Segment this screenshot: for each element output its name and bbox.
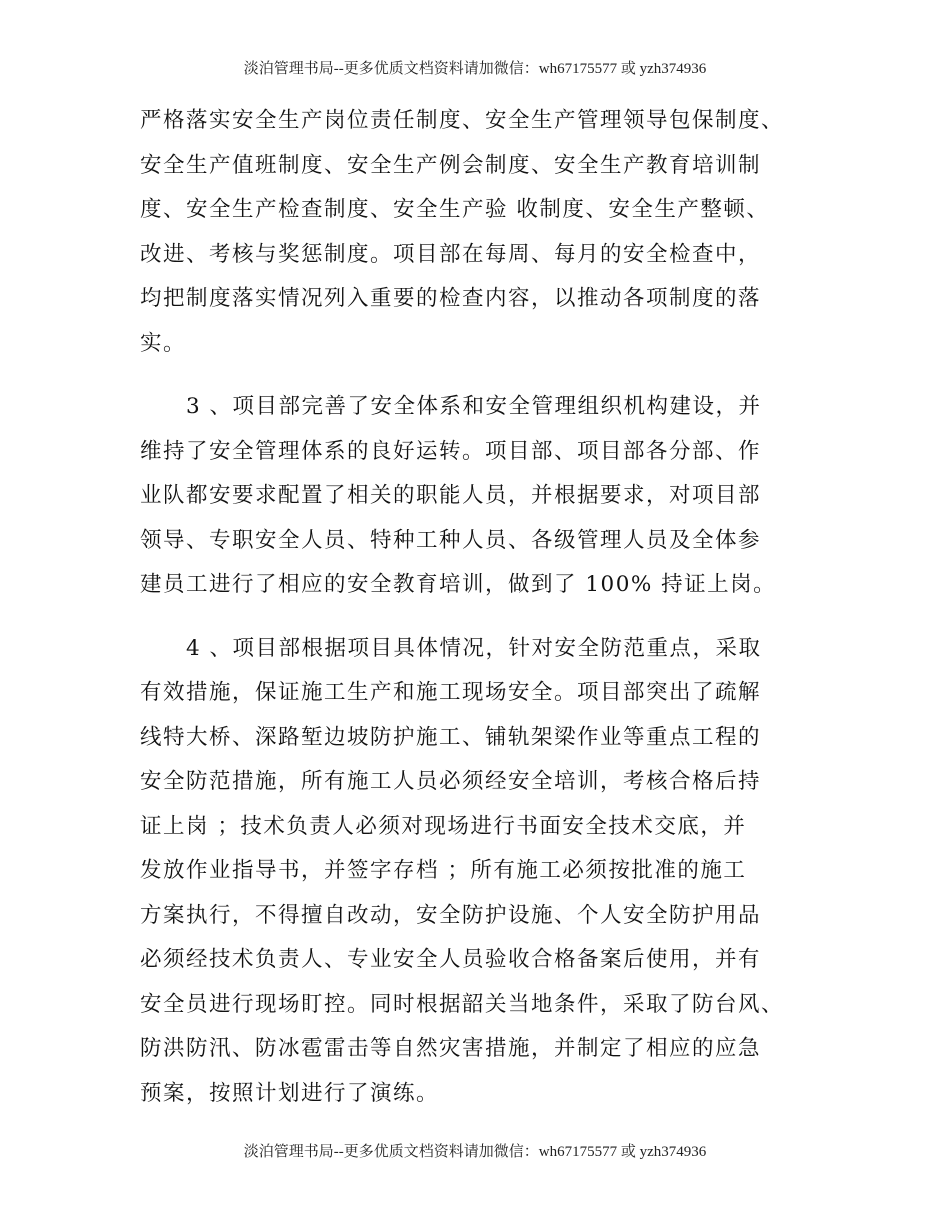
paragraph-line: 维持了安全管理体系的良好运转。项目部、项目部各分部、作 bbox=[140, 438, 762, 464]
paragraph-line: 业队都安要求配置了相关的职能人员，并根据要求，对项目部 bbox=[140, 483, 762, 508]
paragraph-3 bbox=[140, 627, 830, 1117]
paragraph-line: 安全生产值班制度、安全生产例会制度、安全生产教育培训制 bbox=[140, 152, 762, 178]
paragraph-line: 建员工进行了相应的安全教育培训，做到了 100% 持证上岗。 bbox=[140, 572, 777, 597]
paragraph-line: 4 、项目部根据项目具体情况，针对安全防范重点，采取 bbox=[186, 635, 762, 661]
paragraph-line: 防洪防汛、防冰雹雷击等自然灾害措施，并制定了相应的应急 bbox=[140, 1036, 762, 1061]
paragraph-line: 证上岗 ；技术负责人必须对现场进行书面安全技术交底，并 bbox=[140, 813, 747, 839]
paragraph-line: 预案，按照计划进行了演练。 bbox=[140, 1080, 440, 1106]
paragraph-line: 有效措施，保证施工生产和施工现场安全。项目部突出了疏解 bbox=[140, 680, 762, 705]
paragraph-line: 方案执行，不得擅自改动，安全防护设施、个人安全防护用品 bbox=[140, 902, 762, 928]
paragraph-line: 必须经技术负责人、专业安全人员验收合格备案后使用，并有 bbox=[140, 947, 762, 972]
paragraph-1 bbox=[140, 99, 830, 366]
paragraph-line: 安全防范措施，所有施工人员必须经安全培训，考核合格后持 bbox=[140, 769, 762, 794]
paragraph-line: 领导、专职安全人员、特种工种人员、各级管理人员及全体参 bbox=[140, 527, 762, 553]
paragraph-line: 发放作业指导书，并签字存档 ；所有施工必须按批准的施工 bbox=[140, 858, 747, 883]
paragraph-line: 均把制度落实情况列入重要的检查内容，以推动各项制度的落 bbox=[140, 286, 762, 311]
paragraph-line: 度、安全生产检查制度、安全生产验 收制度、安全生产整顿、 bbox=[140, 197, 770, 222]
document-body bbox=[140, 99, 830, 1116]
paragraph-line: 实。 bbox=[140, 330, 187, 356]
page-header-watermark: 淡泊管理书局--更多优质文档资料请加微信：wh67175577 或 yzh374936 bbox=[243, 61, 707, 77]
paragraph-line: 线特大桥、深路堑边坡防护施工、铺轨架梁作业等重点工程的 bbox=[140, 724, 762, 750]
paragraph-2 bbox=[140, 385, 830, 608]
paragraph-line: 安全员进行现场盯控。同时根据韶关当地条件，采取了防台风、 bbox=[140, 991, 785, 1017]
paragraph-line: 严格落实安全生产岗位责任制度、安全生产管理领导包保制度、 bbox=[140, 108, 785, 133]
paragraph-line: 改进、考核与奖惩制度。项目部在每周、每月的安全检查中， bbox=[140, 241, 762, 267]
paragraph-line: 3 、项目部完善了安全体系和安全管理组织机构建设，并 bbox=[186, 394, 762, 419]
page-footer-watermark: 淡泊管理书局--更多优质文档资料请加微信：wh67175577 或 yzh374936 bbox=[243, 1144, 707, 1160]
